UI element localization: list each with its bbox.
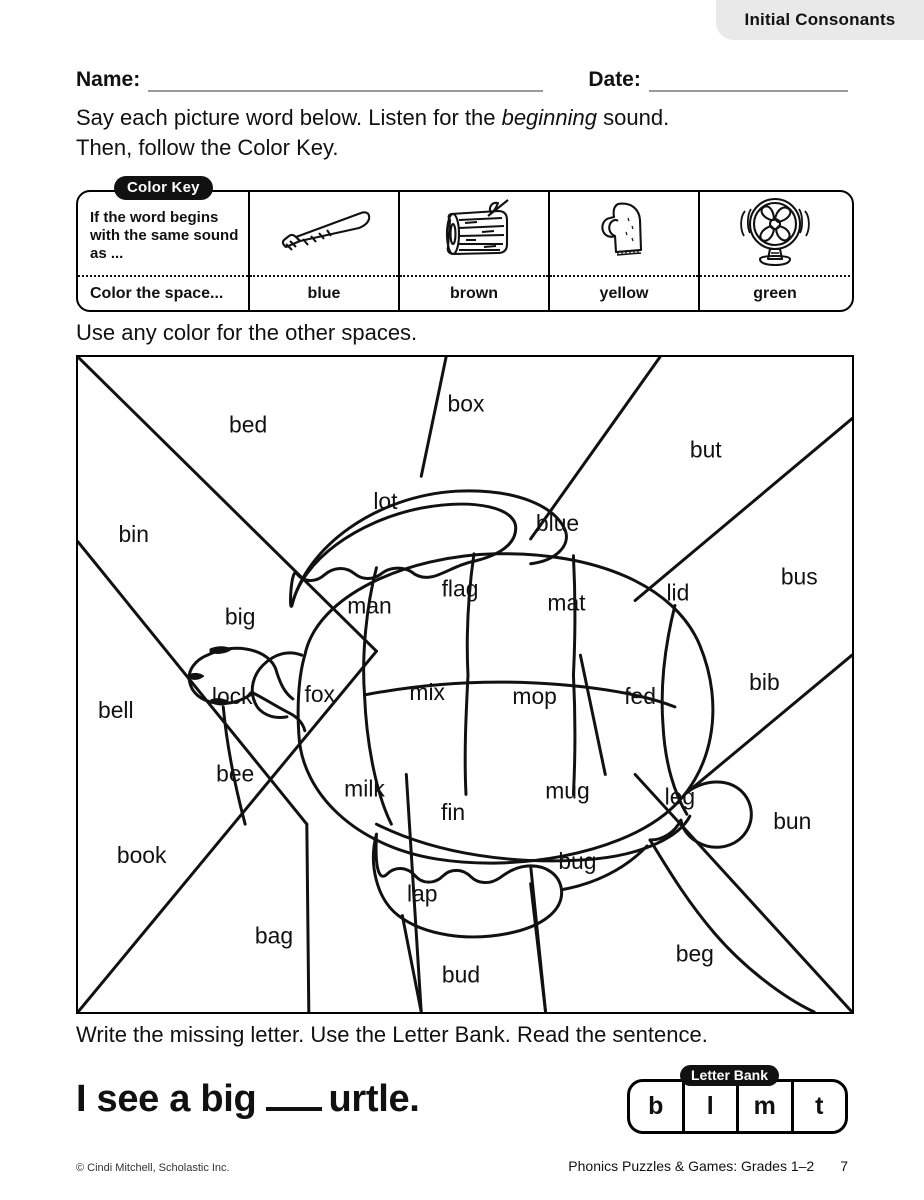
color-key-color-name: brown <box>450 284 498 302</box>
copyright-notice: © Cindi Mitchell, Scholastic Inc. <box>76 1162 230 1174</box>
puzzle-word: fox <box>304 680 336 707</box>
puzzle-word: bib <box>749 669 780 696</box>
puzzle-word: flag <box>441 575 479 602</box>
fan-icon <box>732 193 818 274</box>
intro-text-after: sound. <box>597 105 670 130</box>
puzzle-word: bug <box>558 847 597 874</box>
color-key-question: If the word begins with the same sound as ... <box>90 208 239 262</box>
letter-bank-letter-b[interactable]: b <box>630 1082 685 1131</box>
bottom-instruction: Write the missing letter. Use the Letter Bank. Read the sentence. <box>76 1022 708 1047</box>
instructions-intro <box>76 103 866 164</box>
puzzle-word: beg <box>675 940 714 967</box>
color-key-picture-cell <box>250 192 398 275</box>
puzzle-word: bell <box>97 696 134 723</box>
puzzle-word: mat <box>547 589 586 616</box>
color-key-label-column <box>78 192 250 310</box>
letter-bank <box>627 1067 848 1134</box>
color-key-answer-label: Color the space... <box>90 284 224 302</box>
puzzle-word: but <box>689 436 722 463</box>
puzzle-word: fin <box>440 799 466 826</box>
date-label: Date: <box>588 68 641 91</box>
color-key-color-name: green <box>753 284 797 302</box>
name-label: Name: <box>76 68 141 91</box>
intro-emphasis: beginning <box>501 105 598 130</box>
name-input-line[interactable] <box>148 72 542 92</box>
puzzle-word: lock <box>211 682 253 709</box>
letter-bank-badge: Letter Bank <box>680 1065 779 1086</box>
color-key-entry-yellow <box>550 192 700 310</box>
mitten-icon <box>588 196 660 271</box>
puzzle-word: bag <box>254 922 294 949</box>
book-title: Phonics Puzzles & Games: Grades 1–2 <box>568 1158 815 1174</box>
color-key-question-cell <box>78 192 248 275</box>
puzzle-word: man <box>347 592 392 619</box>
puzzle-word: leg <box>664 783 696 810</box>
fill-in-sentence <box>76 1078 420 1121</box>
sentence-blank[interactable] <box>266 1085 322 1111</box>
puzzle-word: lot <box>373 488 398 515</box>
date-input-line[interactable] <box>649 72 848 92</box>
puzzle-word: bus <box>780 563 818 590</box>
color-key-color-name: yellow <box>599 284 649 302</box>
color-key-entry-brown <box>400 192 550 310</box>
puzzle-word: mug <box>545 777 590 804</box>
color-key-color-name: blue <box>307 284 341 302</box>
puzzle-artwork <box>78 357 852 1012</box>
puzzle-word: box <box>447 390 485 417</box>
puzzle-word: book <box>116 842 167 868</box>
color-key-entry-blue <box>250 192 400 310</box>
color-key-picture-cell <box>700 192 850 275</box>
sentence-text-before: I see a big <box>76 1078 257 1120</box>
puzzle-word: bud <box>441 961 481 988</box>
puzzle-word: milk <box>344 775 385 802</box>
letter-bank-letter-l[interactable]: l <box>685 1082 740 1131</box>
section-tab-label: Initial Consonants <box>744 10 896 29</box>
puzzle-word: mix <box>409 678 445 705</box>
sentence-text-after: urtle. <box>328 1078 420 1120</box>
puzzle-word-labels <box>98 391 818 988</box>
puzzle-word: bed <box>229 411 268 438</box>
color-by-sound-puzzle[interactable] <box>76 355 854 1014</box>
puzzle-word: bee <box>216 760 255 787</box>
baseball-bat-icon <box>269 200 379 267</box>
color-key-entry-green <box>700 192 850 310</box>
instructions-line-1 <box>76 103 866 133</box>
page-footer <box>76 1158 848 1174</box>
color-key-picture-cell <box>400 192 548 275</box>
puzzle-word: mop <box>512 682 557 709</box>
puzzle-word: bun <box>773 808 812 835</box>
section-tab <box>716 0 924 40</box>
color-key-box <box>76 179 854 312</box>
puzzle-word: blue <box>535 510 580 537</box>
color-key-picture-cell <box>550 192 698 275</box>
puzzle-word: bin <box>118 520 149 547</box>
instructions-line-2: Then, follow the Color Key. <box>76 135 339 161</box>
intro-text-before: Say each picture word below. Listen for the <box>76 105 502 130</box>
letter-bank-letter-t[interactable]: t <box>815 1092 824 1120</box>
puzzle-word: fed <box>624 682 656 709</box>
puzzle-word: big <box>224 603 256 630</box>
puzzle-word: lid <box>666 579 690 606</box>
footer-right <box>568 1158 848 1174</box>
color-key-badge: Color Key <box>114 176 213 200</box>
puzzle-word: lap <box>406 880 438 907</box>
name-date-row <box>76 62 848 92</box>
any-color-note: Use any color for the other spaces. <box>76 320 418 345</box>
letter-bank-letter-m[interactable]: m <box>739 1082 794 1131</box>
log-icon <box>428 198 520 269</box>
page-number: 7 <box>840 1158 848 1174</box>
